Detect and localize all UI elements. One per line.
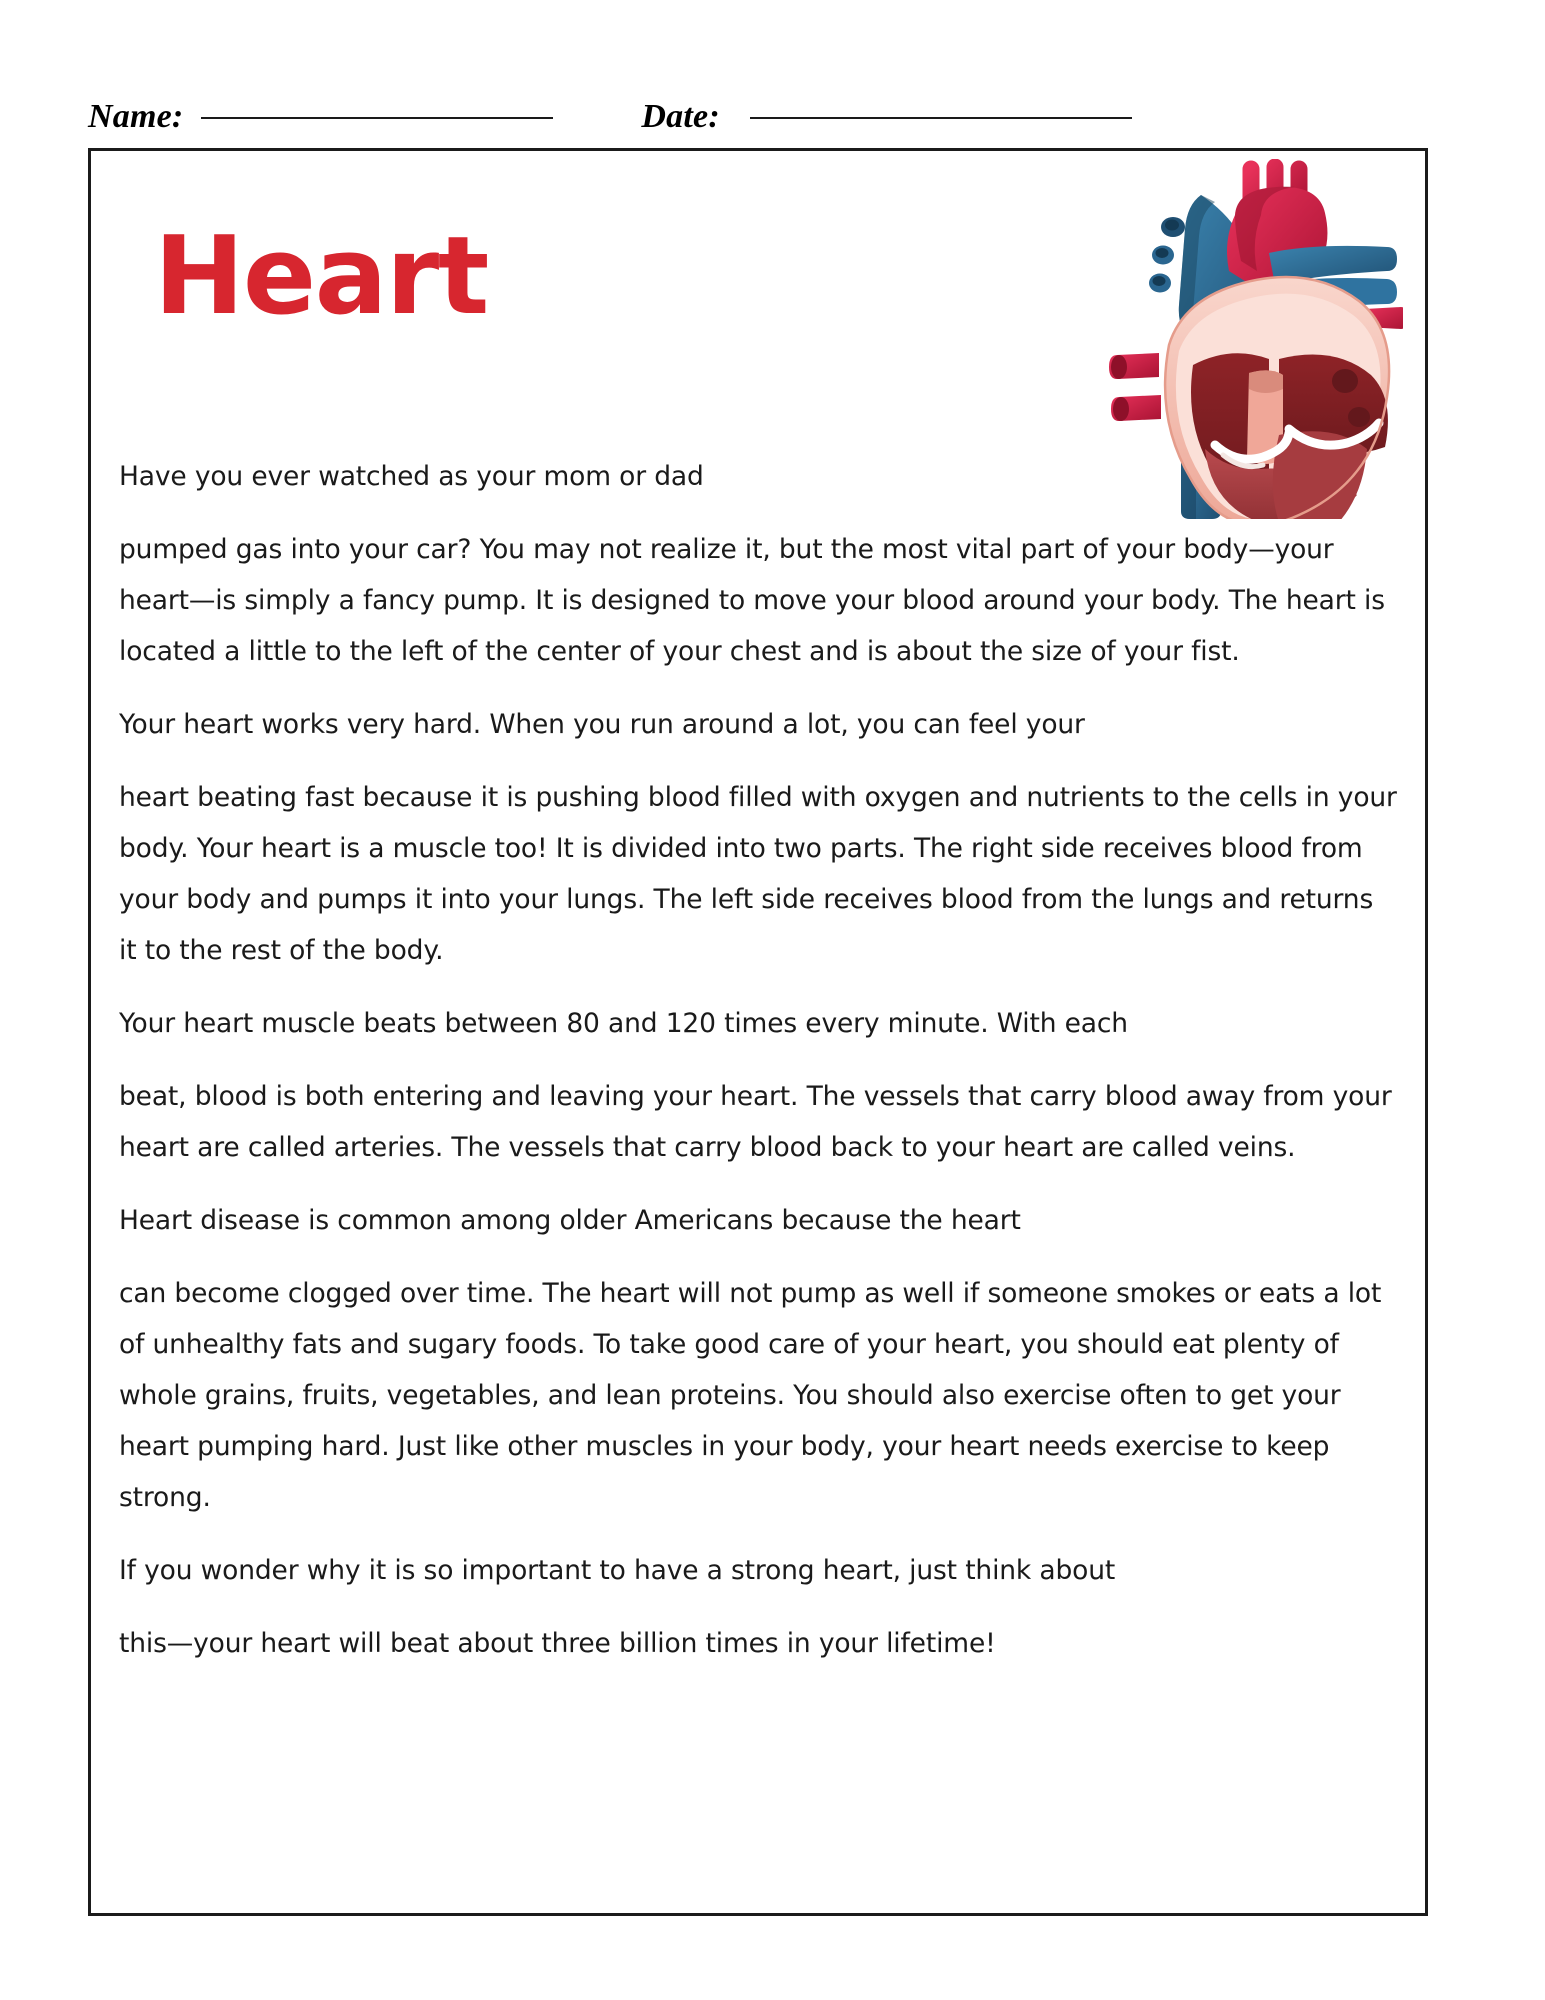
article-body	[91, 451, 1425, 1691]
paragraph-3a: Your heart muscle beats between 80 and 120 times every minute. With each	[119, 1008, 1128, 1039]
date-label: Date:	[641, 98, 720, 135]
student-info-header	[88, 88, 1398, 134]
paragraph-5a: If you wonder why it is so important to have a strong heart, just think about	[119, 1555, 1116, 1586]
paragraph-5b: this—your heart will beat about three billion times in your lifetime!	[119, 1628, 996, 1659]
date-write-line[interactable]	[750, 117, 1132, 119]
paragraph-1b: pumped gas into your car? You may not realize it, but the most vital part of your body—your heart—is simply a fancy pump. It is designed to move your blood around your body. The heart is located a little to the left of the center of your chest and is about the size of your fist.	[119, 534, 1385, 667]
name-label: Name:	[88, 98, 184, 135]
paragraph-3b: beat, blood is both entering and leaving your heart. The vessels that carry blood away from your heart are called arteries. The vessels that carry blood back to your heart are called veins.	[119, 1081, 1392, 1163]
name-field-group	[88, 100, 553, 134]
paragraph-4a: Heart disease is common among older Americans because the heart	[119, 1205, 1021, 1236]
paragraph-4b: can become clogged over time. The heart will not pump as well if someone smokes or eats a lot of unhealthy fats and sugary foods. To take good care of your heart, you should eat plenty of whole grains, fruits, vegetables, and lean proteins. You should also exercise often to get your heart pumping hard. Just like other muscles in your body, your heart needs exercise to keep strong.	[119, 1278, 1382, 1513]
page-title: Heart	[154, 214, 488, 339]
name-write-line[interactable]	[201, 117, 553, 119]
date-field-group	[641, 100, 1131, 134]
paragraph-1a: Have you ever watched as your mom or dad	[119, 461, 704, 492]
paragraph-2b: heart beating fast because it is pushing blood filled with oxygen and nutrients to the cells in your body. Your heart is a muscle too! It is divided into two parts. The right side receives blood from your body and pumps it into your lungs. The left side receives blood from the lungs and returns it to the rest of the body.	[119, 782, 1397, 966]
worksheet-content-inner	[91, 151, 1425, 1913]
paragraph-2a: Your heart works very hard. When you run around a lot, you can feel your	[119, 709, 1085, 740]
worksheet-content-box	[88, 148, 1428, 1916]
